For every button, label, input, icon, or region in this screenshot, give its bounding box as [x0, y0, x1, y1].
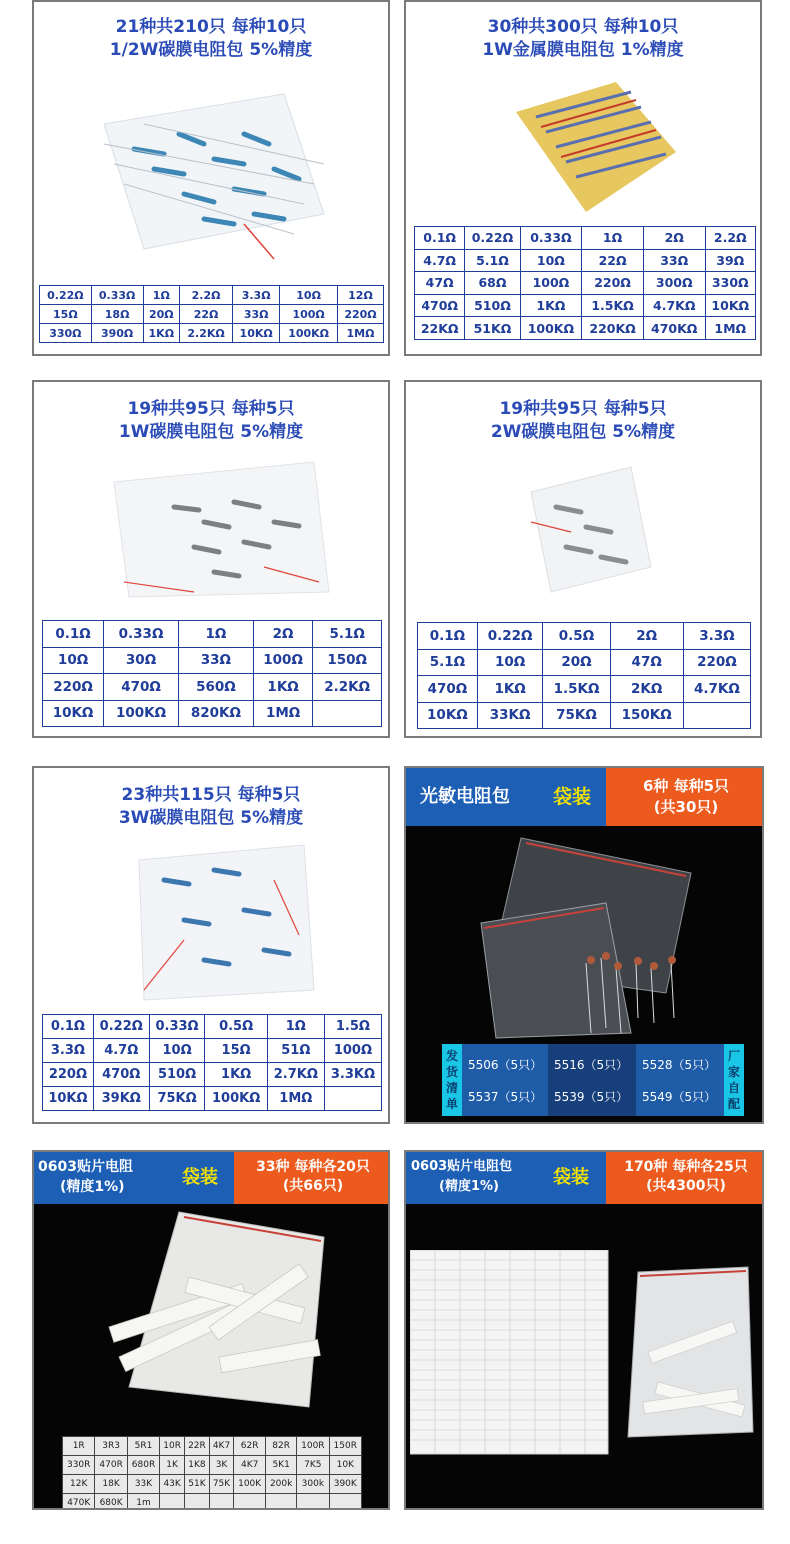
smd-value: 3K [209, 1456, 233, 1475]
resistance-value: 10KΩ [43, 700, 104, 727]
smd-value: 43K [160, 1475, 185, 1494]
smd-value: 4K7 [209, 1437, 233, 1456]
resistance-value: 2Ω [253, 621, 313, 648]
resistance-value: 1.5KΩ [582, 294, 644, 317]
resistance-value: 0.5Ω [543, 623, 610, 650]
resistance-value: 300Ω [643, 272, 705, 295]
resistance-value: 51KΩ [465, 317, 520, 340]
bag-label: 袋装 [166, 1152, 234, 1204]
resistance-value: 2.2KΩ [180, 324, 233, 343]
smd-value [266, 1494, 297, 1511]
model-item: 5528（5只） [642, 1058, 717, 1072]
smd-value: 1K8 [185, 1456, 210, 1475]
resistance-value: 33Ω [178, 647, 253, 674]
resistance-value: 100Ω [253, 647, 313, 674]
table-row [43, 647, 382, 674]
factory-label: 厂家自配 [724, 1044, 744, 1116]
model-item: 5539（5只） [554, 1090, 629, 1104]
resistance-value: 5.1Ω [418, 649, 478, 676]
resistance-value: 470Ω [104, 674, 179, 701]
resistor-pack-photo [84, 74, 344, 264]
resistance-value: 0.33Ω [91, 286, 143, 305]
resistance-value: 0.33Ω [104, 621, 179, 648]
table-row [418, 649, 751, 676]
resistor-pack-photo [511, 452, 661, 602]
resistance-value: 1KΩ [143, 324, 180, 343]
resistance-value: 220Ω [43, 674, 104, 701]
resistance-value: 2Ω [643, 227, 705, 250]
resistance-value: 10Ω [477, 649, 543, 676]
resistance-value: 3.3Ω [233, 286, 280, 305]
table-row [43, 700, 382, 727]
resistance-value [683, 702, 750, 729]
product-card-1w-metal [404, 0, 762, 356]
card-title-line2: 3W碳膜电阻包 5%精度 [118, 808, 304, 828]
resistance-value: 0.22Ω [40, 286, 92, 305]
resistance-value: 4.7Ω [93, 1039, 149, 1063]
table-row [40, 324, 384, 343]
resistance-value: 20Ω [143, 305, 180, 324]
resistance-value: 3.3KΩ [324, 1063, 381, 1087]
smd-value: 100R [297, 1437, 329, 1456]
smd-value: 300k [297, 1475, 329, 1494]
resistance-value: 4.7KΩ [643, 294, 705, 317]
smd-value [185, 1494, 210, 1511]
resistance-value: 15Ω [205, 1039, 267, 1063]
pack-name: 光敏电阻包 [406, 768, 538, 826]
smd-value: 5K1 [266, 1456, 297, 1475]
smd-value: 200k [266, 1475, 297, 1494]
resistance-value: 100Ω [324, 1039, 381, 1063]
model-item: 5506（5只） [468, 1058, 543, 1072]
resistor-pack-photo [124, 840, 324, 1005]
card-title-line2: 1W碳膜电阻包 5%精度 [118, 422, 304, 442]
resistance-value: 100KΩ [280, 324, 338, 343]
smd-value: 62R [234, 1437, 266, 1456]
resistance-value: 2KΩ [610, 676, 683, 703]
model-col-3 [636, 1044, 724, 1116]
resistance-value: 0.1Ω [43, 621, 104, 648]
smd-value: 12K [63, 1475, 95, 1494]
count-label [606, 1152, 764, 1204]
resistance-value: 5.1Ω [465, 249, 520, 272]
table-row [415, 227, 756, 250]
count-label [234, 1152, 390, 1204]
table-row [63, 1437, 362, 1456]
resistance-value: 20Ω [543, 649, 610, 676]
smd-value: 680K [95, 1494, 127, 1511]
table-row [418, 676, 751, 703]
resistance-value: 39KΩ [93, 1087, 149, 1111]
product-card-1w-carbon [32, 380, 390, 738]
smd-value: 470K [63, 1494, 95, 1511]
resistance-value: 10KΩ [418, 702, 478, 729]
product-card-photoresistor [404, 766, 764, 1124]
product-card-0603-smd [32, 1150, 390, 1510]
smd-value: 33K [127, 1475, 159, 1494]
resistance-value: 22KΩ [415, 317, 465, 340]
product-card-0603-smd-large [404, 1150, 764, 1510]
resistance-value: 510Ω [149, 1063, 205, 1087]
resistance-value: 5.1Ω [313, 621, 382, 648]
product-card-3w-carbon [32, 766, 390, 1124]
resistance-value: 150Ω [313, 647, 382, 674]
card-title-line2: 2W碳膜电阻包 5%精度 [490, 422, 676, 442]
smd-value: 100K [234, 1475, 266, 1494]
smd-value: 1R [63, 1437, 95, 1456]
smd-value: 680R [127, 1456, 159, 1475]
resistance-value: 10Ω [520, 249, 582, 272]
resistance-value: 390Ω [91, 324, 143, 343]
model-col-2 [548, 1044, 636, 1116]
smd-value: 150R [329, 1437, 361, 1456]
smd-value-table [62, 1436, 362, 1510]
resistance-value: 1Ω [267, 1015, 324, 1039]
card-title-line1: 19种共95只 每种5只 [499, 399, 667, 419]
table-row [43, 621, 382, 648]
table-row [43, 1087, 382, 1111]
table-row [43, 674, 382, 701]
resistance-value: 1.5Ω [324, 1015, 381, 1039]
resistance-value: 33Ω [643, 249, 705, 272]
table-row [418, 702, 751, 729]
smd-value: 5R1 [127, 1437, 159, 1456]
resistance-value: 1MΩ [705, 317, 755, 340]
resistance-value: 51Ω [267, 1039, 324, 1063]
resistance-value: 220Ω [337, 305, 383, 324]
smd-value [329, 1494, 361, 1511]
smd-value: 390K [329, 1475, 361, 1494]
table-row [415, 294, 756, 317]
table-row [418, 623, 751, 650]
model-grid [462, 1044, 724, 1116]
resistance-value: 470Ω [93, 1063, 149, 1087]
table-row [43, 1015, 382, 1039]
smd-value [234, 1494, 266, 1511]
smd-value: 330R [63, 1456, 95, 1475]
resistance-value: 2.2Ω [705, 227, 755, 250]
resistance-value: 220KΩ [582, 317, 644, 340]
resistance-value: 47Ω [415, 272, 465, 295]
card-title-line1: 19种共95只 每种5只 [127, 399, 295, 419]
count-line1: 6种 每种5只 [642, 777, 730, 795]
table-row [63, 1494, 362, 1511]
photoresistor-bag-photo [466, 828, 706, 1043]
resistance-value: 22Ω [582, 249, 644, 272]
resistance-value: 0.33Ω [520, 227, 582, 250]
table-row [63, 1475, 362, 1494]
resistance-value: 1Ω [582, 227, 644, 250]
model-item: 5516（5只） [554, 1058, 629, 1072]
resistance-table [414, 226, 756, 340]
resistance-value: 0.22Ω [477, 623, 543, 650]
smd-value [160, 1494, 185, 1511]
resistance-value: 1MΩ [253, 700, 313, 727]
resistance-value: 330Ω [40, 324, 92, 343]
table-row [415, 249, 756, 272]
smd-value: 22R [185, 1437, 210, 1456]
card-title-line2: 1W金属膜电阻包 1%精度 [482, 40, 684, 60]
resistance-value: 820KΩ [178, 700, 253, 727]
resistance-value: 1Ω [143, 286, 180, 305]
resistance-value: 22Ω [180, 305, 233, 324]
resistance-value: 10Ω [280, 286, 338, 305]
smd-value: 4K7 [234, 1456, 266, 1475]
resistor-pack-photo [104, 452, 334, 602]
resistance-value: 47Ω [610, 649, 683, 676]
smd-value: 82R [266, 1437, 297, 1456]
pack-name-line2: (精度1%) [439, 1179, 499, 1194]
table-row [43, 1063, 382, 1087]
count-label [606, 768, 764, 826]
resistance-value: 100Ω [520, 272, 582, 295]
resistance-value: 10KΩ [233, 324, 280, 343]
resistance-value: 39Ω [705, 249, 755, 272]
resistance-value: 100KΩ [104, 700, 179, 727]
smd-value [209, 1494, 233, 1511]
resistance-value: 100Ω [280, 305, 338, 324]
resistance-value: 33KΩ [477, 702, 543, 729]
count-line1: 170种 每种各25只 [624, 1159, 748, 1175]
resistance-value: 1MΩ [337, 324, 383, 343]
resistance-value: 3.3Ω [683, 623, 750, 650]
resistance-value: 470Ω [418, 676, 478, 703]
pack-name-line1: 0603贴片电阻包 [411, 1159, 513, 1174]
count-line2: (共30只) [653, 798, 719, 816]
resistance-value: 10KΩ [43, 1087, 94, 1111]
smd-value: 75K [209, 1475, 233, 1494]
smd-value: 10K [329, 1456, 361, 1475]
bag-label: 袋装 [538, 768, 606, 826]
resistance-value [313, 700, 382, 727]
product-card-2w-carbon [404, 380, 762, 738]
smd-value: 10R [160, 1437, 185, 1456]
resistance-value: 1MΩ [267, 1087, 324, 1111]
resistance-value: 330Ω [705, 272, 755, 295]
resistance-table [42, 620, 382, 727]
resistance-table [42, 1014, 382, 1111]
pack-name [34, 1152, 166, 1204]
smd-value: 7K5 [297, 1456, 329, 1475]
resistance-value: 3.3Ω [43, 1039, 94, 1063]
product-card-half-watt [32, 0, 390, 356]
table-row [63, 1456, 362, 1475]
resistance-value: 100KΩ [205, 1087, 267, 1111]
resistance-value: 100KΩ [520, 317, 582, 340]
smd-bag-photo [618, 1262, 758, 1442]
pack-name-line2: (精度1%) [60, 1179, 125, 1195]
resistance-value: 4.7KΩ [683, 676, 750, 703]
resistance-value: 220Ω [683, 649, 750, 676]
resistance-value: 33Ω [233, 305, 280, 324]
resistance-value: 4.7Ω [415, 249, 465, 272]
model-col-1 [462, 1044, 548, 1116]
smd-value: 3R3 [95, 1437, 127, 1456]
model-item: 5549（5只） [642, 1090, 717, 1104]
resistor-pack-photo [496, 72, 696, 222]
card-title-line1: 23种共115只 每种5只 [121, 785, 301, 805]
smd-value: 1m [127, 1494, 159, 1511]
resistance-value: 1KΩ [477, 676, 543, 703]
resistance-value: 2.7KΩ [267, 1063, 324, 1087]
smd-value: 18K [95, 1475, 127, 1494]
pack-name-line1: 0603贴片电阻 [38, 1159, 133, 1175]
resistance-value: 510Ω [465, 294, 520, 317]
resistance-value: 0.22Ω [93, 1015, 149, 1039]
model-item: 5537（5只） [468, 1090, 543, 1104]
resistance-value: 68Ω [465, 272, 520, 295]
resistance-table [39, 285, 384, 343]
resistance-value: 18Ω [91, 305, 143, 324]
value-sheet-image [410, 1250, 610, 1455]
pack-name [406, 1152, 536, 1204]
resistance-value: 0.1Ω [43, 1015, 94, 1039]
resistance-value: 0.1Ω [415, 227, 465, 250]
ship-list-label: 发货清单 [442, 1044, 462, 1116]
resistance-value: 1.5KΩ [543, 676, 610, 703]
table-row [415, 272, 756, 295]
smd-value: 1K [160, 1456, 185, 1475]
resistance-table [417, 622, 751, 729]
table-row [43, 1039, 382, 1063]
resistance-value: 1KΩ [205, 1063, 267, 1087]
resistance-value: 0.5Ω [205, 1015, 267, 1039]
smd-value: 51K [185, 1475, 210, 1494]
resistance-value: 10Ω [43, 647, 104, 674]
resistance-value: 15Ω [40, 305, 92, 324]
table-row [415, 317, 756, 340]
count-line1: 33种 每种各20只 [256, 1159, 370, 1175]
resistance-value: 75KΩ [149, 1087, 205, 1111]
resistance-value: 220Ω [582, 272, 644, 295]
resistance-value: 12Ω [337, 286, 383, 305]
resistance-value: 0.1Ω [418, 623, 478, 650]
card-title-line1: 30种共300只 每种10只 [487, 17, 679, 37]
resistance-value: 10Ω [149, 1039, 205, 1063]
count-line2: (共4300只) [646, 1178, 726, 1194]
resistance-value: 1KΩ [253, 674, 313, 701]
resistance-value: 150KΩ [610, 702, 683, 729]
resistance-value: 2Ω [610, 623, 683, 650]
resistance-value: 560Ω [178, 674, 253, 701]
resistance-value: 0.33Ω [149, 1015, 205, 1039]
resistance-value: 75KΩ [543, 702, 610, 729]
count-line2: (共66只) [282, 1178, 344, 1194]
card-title-line1: 21种共210只 每种10只 [115, 17, 307, 37]
card-title-line2: 1/2W碳膜电阻包 5%精度 [109, 40, 313, 60]
smd-value: 470R [95, 1456, 127, 1475]
resistance-value: 0.22Ω [465, 227, 520, 250]
resistance-value: 30Ω [104, 647, 179, 674]
resistance-value: 10KΩ [705, 294, 755, 317]
resistance-value [324, 1087, 381, 1111]
table-row [40, 305, 384, 324]
table-row [40, 286, 384, 305]
resistance-value: 1KΩ [520, 294, 582, 317]
bag-label: 袋装 [536, 1152, 606, 1204]
resistance-value: 1Ω [178, 621, 253, 648]
smd-value [297, 1494, 329, 1511]
resistance-value: 2.2Ω [180, 286, 233, 305]
resistance-value: 470KΩ [643, 317, 705, 340]
smd-bag-photo [99, 1207, 329, 1427]
resistance-value: 470Ω [415, 294, 465, 317]
resistance-value: 2.2KΩ [313, 674, 382, 701]
resistance-value: 220Ω [43, 1063, 94, 1087]
